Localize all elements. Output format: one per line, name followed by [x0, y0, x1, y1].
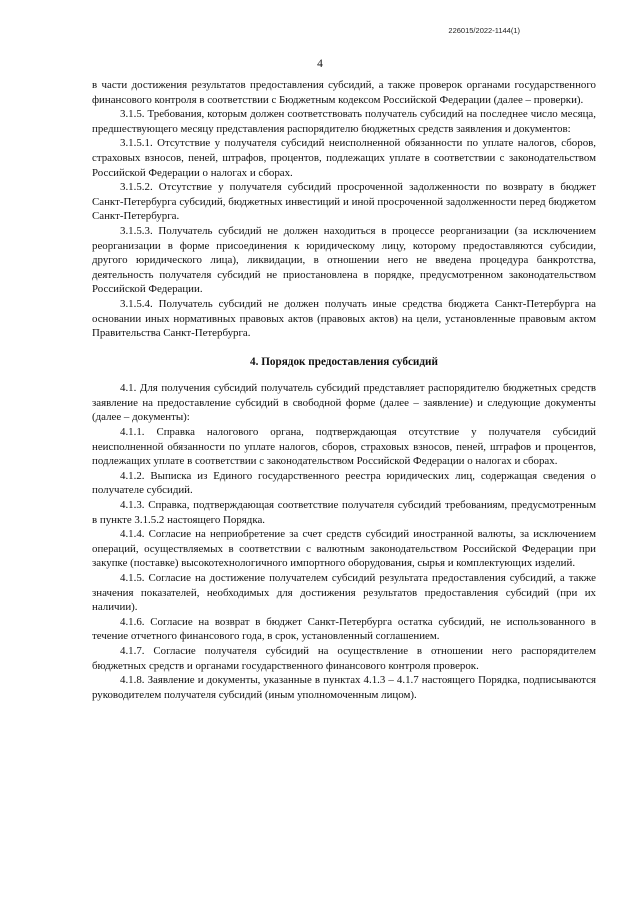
paragraph: 4.1.4. Согласие на неприобретение за счет средств субсидий иностранной валюты, за исключением операций, осуществляемых в соответствии с валютным законодательством Российской Федерации при закупке (поставке) высокотехнологичного импортного оборудования, сырья и комплектующих изделий.: [92, 528, 596, 570]
paragraph: 4.1.1. Справка налогового органа, подтверждающая отсутствие у получателя субсидий неисполненной обязанности по уплате налогов, сборов, страховых взносов, пеней, штрафов и процентов, подлежащих уплате в соответствии с законодательством Российской Федерации о налогах и сборах.: [92, 426, 596, 468]
paragraphs-before: [92, 78, 596, 341]
document-id: 226015/2022-1144(1): [448, 26, 520, 35]
paragraph: 4.1.5. Согласие на достижение получателем субсидий результата предоставления субсидий, а также значения показателей, необходимых для достижения результатов предоставления субсидий (при их наличии).: [92, 572, 596, 614]
paragraph: 3.1.5.2. Отсутствие у получателя субсидий просроченной задолженности по возврату в бюджет Санкт-Петербурга субсидий, бюджетных инвестиций и иной просроченной задолженности перед бюджетом Санкт-Петербурга.: [92, 181, 596, 223]
paragraph: 3.1.5.4. Получатель субсидий не должен получать иные средства бюджета Санкт-Петербурга на основании иных нормативных правовых актов (правовых актов) на цели, установленные правовым актом Правительства Санкт-Петербурга.: [92, 297, 596, 340]
paragraph: 4.1.6. Согласие на возврат в бюджет Санкт-Петербурга остатка субсидий, не использованного в течение отчетного финансового года, в срок, установленный соглашением.: [92, 615, 596, 643]
paragraph: 3.1.5.3. Получатель субсидий не должен находиться в процессе реорганизации (за исключением реорганизации в форме присоединения к юридическому лицу, которому предоставляются субсидии, другого юридического лица), ликвидации, в отношении него не введена процедура банкротства, деятельность получателя субсидий не приостановлена в порядке, предусмотренном законодательством Российской Федерации.: [92, 224, 596, 296]
paragraph: 4.1.8. Заявление и документы, указанные в пунктах 4.1.3 – 4.1.7 настоящего Порядка, подписываются руководителем получателя субсидий (иным уполномоченным лицом).: [92, 674, 596, 701]
paragraphs-after: [92, 381, 596, 702]
section-title: 4. Порядок предоставления субсидий: [250, 355, 438, 368]
paragraph: 4.1.2. Выписка из Единого государственного реестра юридических лиц, содержащая сведения о получателе субсидий.: [92, 469, 596, 497]
paragraph: 4.1.3. Справка, подтверждающая соответствие получателя субсидий требованиям, предусмотренным в пункте 3.1.5.2 настоящего Порядка.: [92, 499, 596, 526]
paragraph: 3.1.5.1. Отсутствие у получателя субсидий неисполненной обязанности по уплате налогов, сборов, страховых взносов, пеней, штрафов, процентов, подлежащих уплате в соответствии с законодательством Российской Федерации о налогах и сборах.: [92, 137, 596, 179]
paragraph: 4.1. Для получения субсидий получатель субсидий представляет распорядителю бюджетных средств заявление на предоставление субсидий в свободной форме (далее – заявление) и следующие документы (далее – документы):: [92, 382, 596, 424]
paragraph: 3.1.5. Требования, которым должен соответствовать получатель субсидий на последнее число месяца, предшествующего месяцу представления распорядителю бюджетных средств заявления и документов:: [92, 108, 596, 135]
paragraph: в части достижения результатов предоставления субсидий, а также проверок органами государственного финансового контроля в соответствии с Бюджетным кодексом Российской Федерации (далее – проверки).: [92, 79, 596, 106]
paragraph: 4.1.7. Согласие получателя субсидий на осуществление в отношении него распорядителем бюджетных средств и органами государственного финансового контроля проверок.: [92, 644, 596, 672]
document-body: [92, 78, 596, 702]
page-number: 4: [317, 58, 323, 70]
